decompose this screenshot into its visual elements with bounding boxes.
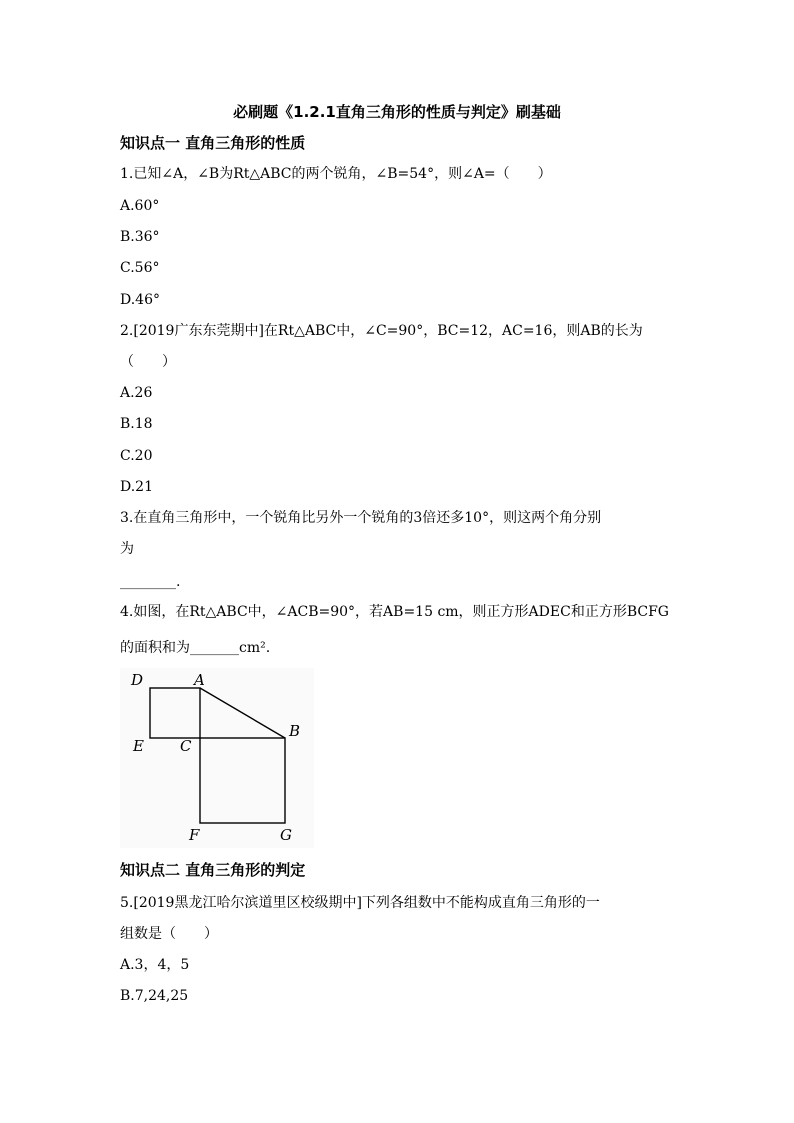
question-4-unit: cm². — [239, 640, 271, 656]
label-g: G — [280, 826, 292, 844]
question-5-stem-continued: 组数是（ ） — [120, 926, 218, 942]
question-1-option-b: B.36° — [120, 229, 160, 245]
question-3-answer-blank: ________. — [120, 574, 181, 590]
question-4-prefix: 的面积和为 — [120, 640, 190, 656]
question-2-stem: 2.[2019广东东莞期中]在Rt△ABC中，∠C=90°，BC=12，AC=16，则AB的长为 — [120, 323, 643, 339]
question-2-option-d: D.21 — [120, 479, 153, 495]
label-d: D — [131, 671, 144, 689]
question-3-stem-continued: 为 — [120, 541, 134, 557]
question-5-option-a: A.3，4，5 — [120, 957, 190, 973]
square-bcfg — [200, 738, 285, 823]
squares-triangle-figure — [120, 668, 314, 848]
question-3-stem: 3.在直角三角形中，一个锐角比另外一个锐角的3倍还多10°，则这两个角分别 — [120, 510, 602, 526]
label-f: F — [189, 826, 200, 844]
hypotenuse-ab — [200, 688, 285, 738]
question-1-option-a: A.60° — [120, 198, 160, 214]
page-title: 必刷题《1.2.1直角三角形的性质与判定》刷基础 — [233, 103, 561, 121]
figure-svg — [120, 668, 314, 848]
question-4-answer-blank: _______ — [190, 640, 239, 656]
label-e: E — [133, 737, 144, 755]
question-5-stem: 5.[2019黑龙江哈尔滨道里区校级期中]下列各组数中不能构成直角三角形的一 — [120, 895, 600, 911]
question-2-stem-continued: （ ） — [120, 354, 176, 370]
question-1-option-d: D.46° — [120, 292, 160, 308]
section-heading-2: 知识点二 直角三角形的判定 — [120, 861, 306, 879]
question-2-option-a: A.26 — [120, 385, 153, 401]
question-2-option-b: B.18 — [120, 416, 153, 432]
question-1-stem: 1.已知∠A，∠B为Rt△ABC的两个锐角，∠B=54°，则∠A=（ ） — [120, 166, 552, 182]
question-5-option-b: B.7,24,25 — [120, 988, 189, 1004]
question-4-stem: 4.如图，在Rt△ABC中，∠ACB=90°，若AB=15 cm，则正方形ADEC和正方形BCFG — [120, 604, 669, 620]
label-a: A — [194, 671, 205, 689]
square-adec — [150, 688, 200, 738]
question-4-stem-continued — [120, 638, 270, 658]
label-c: C — [180, 737, 192, 755]
section-heading-1: 知识点一 直角三角形的性质 — [120, 134, 306, 152]
label-b: B — [289, 722, 301, 740]
question-2-option-c: C.20 — [120, 448, 153, 464]
question-1-option-c: C.56° — [120, 260, 160, 276]
